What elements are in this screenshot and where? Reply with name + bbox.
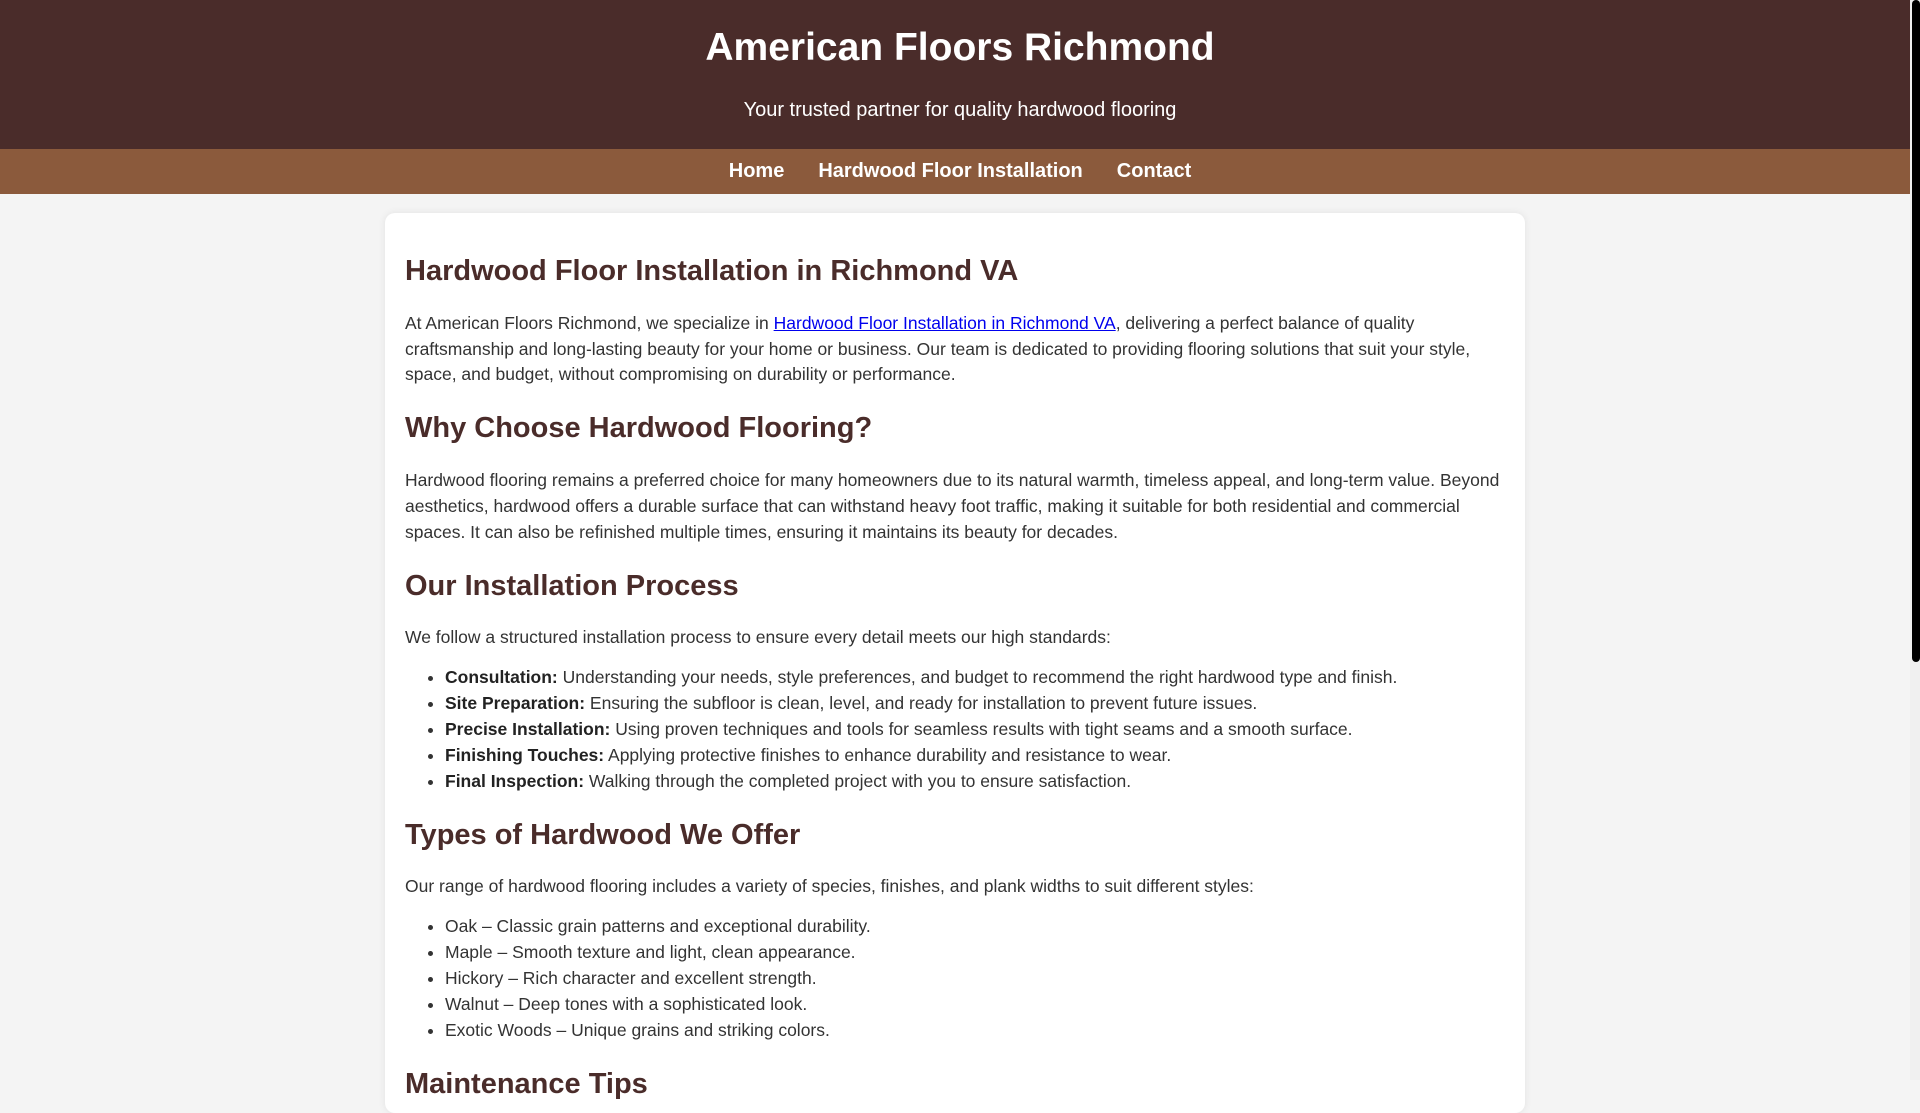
- heading-why-choose: Why Choose Hardwood Flooring?: [405, 412, 873, 445]
- heading-types-of-hardwood: Types of Hardwood We Offer: [405, 818, 801, 851]
- step-title: Precise Installation:: [445, 719, 611, 740]
- heading-installation-richmond: Hardwood Floor Installation in Richmond VA: [405, 255, 1019, 287]
- heading-installation-process: Our Installation Process: [405, 569, 739, 602]
- list-item: [445, 691, 1505, 717]
- types-intro: Our range of hardwood flooring includes a variety of species, finishes, and plank widths to suit different styles:: [405, 876, 1254, 897]
- why-paragraph: Hardwood flooring remains a preferred choice for many homeowners due to its natural warmth, timeless appeal, and long-term value. Beyond aesthetics, hardwood offers a durable surface that can withstand heavy foot traffic, making it suitable for both residential and commercial spaces. It can also be refinished multiple times, ensuring it maintains its beauty for decades.: [405, 470, 1500, 542]
- list-item: • Oak – Classic grain patterns and exceptional durability.: [445, 914, 1505, 940]
- step-title: Finishing Touches:: [445, 744, 605, 765]
- list-item: • Hickory – Rich character and excellent strength.: [445, 966, 1505, 992]
- process-list: [405, 665, 1505, 794]
- intro-text-before: At American Floors Richmond, we specialize in: [405, 312, 774, 333]
- nav-home[interactable]: Home: [728, 160, 785, 182]
- scrollbar-thumb[interactable]: [1912, 0, 1920, 662]
- step-title: Final Inspection:: [445, 770, 585, 791]
- step-title: Site Preparation:: [445, 693, 586, 714]
- list-item: • Maple – Smooth texture and light, clean appearance.: [445, 940, 1505, 966]
- intro-paragraph: [405, 311, 1505, 389]
- step-title: Consultation:: [445, 667, 558, 688]
- scrollbar-track[interactable]: [1910, 0, 1920, 1080]
- heading-maintenance-tips: Maintenance Tips: [405, 1067, 648, 1100]
- site-header: [0, 0, 1920, 149]
- site-title: American Floors Richmond: [705, 26, 1215, 69]
- nav-hardwood-floor-installation[interactable]: Hardwood Floor Installation: [818, 160, 1083, 182]
- site-tagline: Your trusted partner for quality hardwood flooring: [743, 98, 1177, 121]
- installation-link[interactable]: Hardwood Floor Installation in Richmond VA: [773, 312, 1116, 333]
- nav-contact[interactable]: Contact: [1116, 160, 1192, 182]
- list-item: [445, 717, 1505, 743]
- list-item: [445, 769, 1505, 795]
- step-text: Applying protective finishes to enhance durability and resistance to wear.: [604, 744, 1172, 765]
- list-item: [445, 665, 1505, 691]
- step-text: Using proven techniques and tools for seamless results with tight seams and a smooth surface.: [610, 719, 1353, 740]
- intro-text-after: , delivering a perfect balance of quality craftsmanship and long-lasting beauty for your home or business. Our team is dedicated to providing flooring solutions that suit your style, space, and budget, without compromising on durability or performance.: [405, 312, 1471, 385]
- list-item: [445, 743, 1505, 769]
- step-text: Walking through the completed project with you to ensure satisfaction.: [584, 770, 1132, 791]
- content-card: [385, 213, 1525, 1113]
- list-item: • Walnut – Deep tones with a sophisticated look.: [445, 992, 1505, 1018]
- types-list: [405, 914, 1505, 1043]
- list-item: • Exotic Woods – Unique grains and striking colors.: [445, 1018, 1505, 1044]
- step-text: Ensuring the subfloor is clean, level, and ready for installation to prevent future issues.: [585, 693, 1258, 714]
- main-nav: [0, 149, 1920, 194]
- step-text: Understanding your needs, style preferences, and budget to recommend the right hardwood type and finish.: [557, 667, 1398, 688]
- process-intro: We follow a structured installation process to ensure every detail meets our high standards:: [405, 627, 1111, 648]
